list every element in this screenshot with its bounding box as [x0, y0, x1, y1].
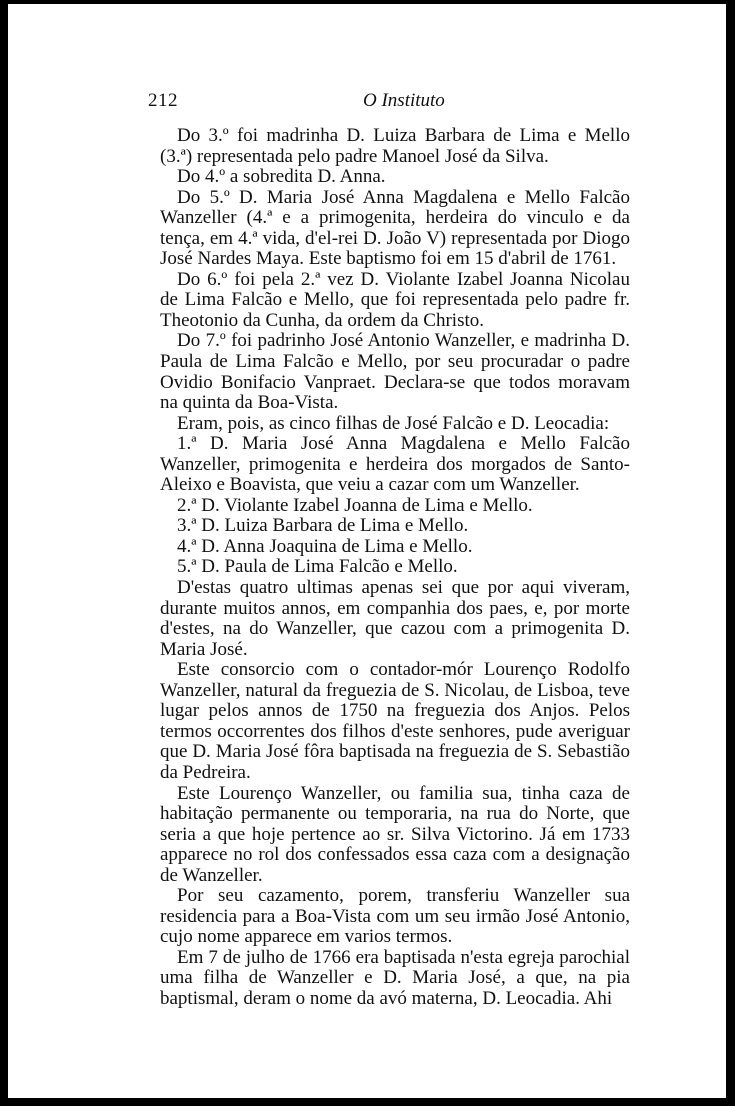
paragraph: Do 6.º foi pela 2.ª vez D. Violante Izabel Joanna Nicolau de Lima Falcão e Mello, que foi representada pelo padre fr. Theotonio da Cunha, da ordem da Christo. [160, 268, 630, 331]
list-item: 4.ª D. Anna Joaquina de Lima e Mello. [177, 535, 473, 557]
paragraph: D'estas quatro ultimas apenas sei que por aqui viveram, durante muitos annos, em companhia dos paes, e, por morte d'estes, na do Wanzeller, que cazou com a primogenita D. Maria José. [160, 577, 630, 660]
body-text [160, 126, 630, 1010]
page-header [148, 90, 648, 116]
paragraph: Este Lourenço Wanzeller, ou familia sua, tinha caza de habitação permanente ou temporaria, na rua do Norte, que seria a que hoje pertence ao sr. Silva Victorino. Já em 1733 apparece no rol dos confessados essa caza com a designação de Wanzeller. [160, 782, 630, 886]
paragraph: Do 5.º D. Maria José Anna Magdalena e Mello Falcão Wanzeller (4.ª e a primogenita, herdeira do vinculo e da tença, em 4.ª vida, d'el-rei D. João V) representada por Diogo José Nardes Maya. Este baptismo foi em 15 d'abril de 1761. [160, 186, 630, 270]
paragraph: Do 7.º foi padrinho José Antonio Wanzeller, e madrinha D. Paula de Lima Falcão e Mello, por seu procuradar o padre Ovidio Bonifacio Vanpraet. Declara-se que todos moravam na quinta da Boa-Vista. [160, 330, 630, 414]
list-item: 5.ª D. Paula de Lima Falcão e Mello. [177, 556, 458, 578]
list-item: 3.ª D. Luiza Barbara de Lima e Mello. [177, 515, 469, 537]
list-item: 2.ª D. Violante Izabel Joanna de Lima e Mello. [177, 494, 533, 516]
paragraph: Por seu cazamento, porem, transferiu Wanzeller sua residencia para a Boa-Vista com um seu irmão José Antonio, cujo nome apparece em varios termos. [160, 885, 630, 948]
paragraph: Este consorcio com o contador-mór Lourenço Rodolfo Wanzeller, natural da freguezia de S. Nicolau, de Lisboa, teve lugar pelos annos de 1750 na freguezia dos Anjos. Pelos termos occorrentes dos filhos d'este senhores, pude averiguar que D. Maria José fôra baptisada na freguezia de S. Sebastião da Pedreira. [160, 659, 630, 783]
paragraph: Do 3.º foi madrinha D. Luiza Barbara de Lima e Mello (3.ª) representada pelo padre Manoel José da Silva. [160, 125, 630, 167]
list-item: 1.ª D. Maria José Anna Magdalena e Mello Falcão Wanzeller, primogenita e herdeira dos morgados de Santo-Aleixo e Boavista, que veiu a cazar com um Wanzeller. [160, 433, 630, 496]
paragraph: Do 4.º a sobredita D. Anna. [177, 166, 386, 188]
paragraph: Em 7 de julho de 1766 era baptisada n'esta egreja parochial uma filha de Wanzeller e D. Maria José, a que, na pia baptismal, deram o nome da avó materna, D. Leocadia. Ahi [160, 946, 630, 1009]
running-title: O Instituto [363, 90, 445, 111]
paragraph: Eram, pois, as cinco filhas de José Falcão e D. Leocadia: [177, 412, 610, 434]
page-number: 212 [148, 90, 178, 111]
